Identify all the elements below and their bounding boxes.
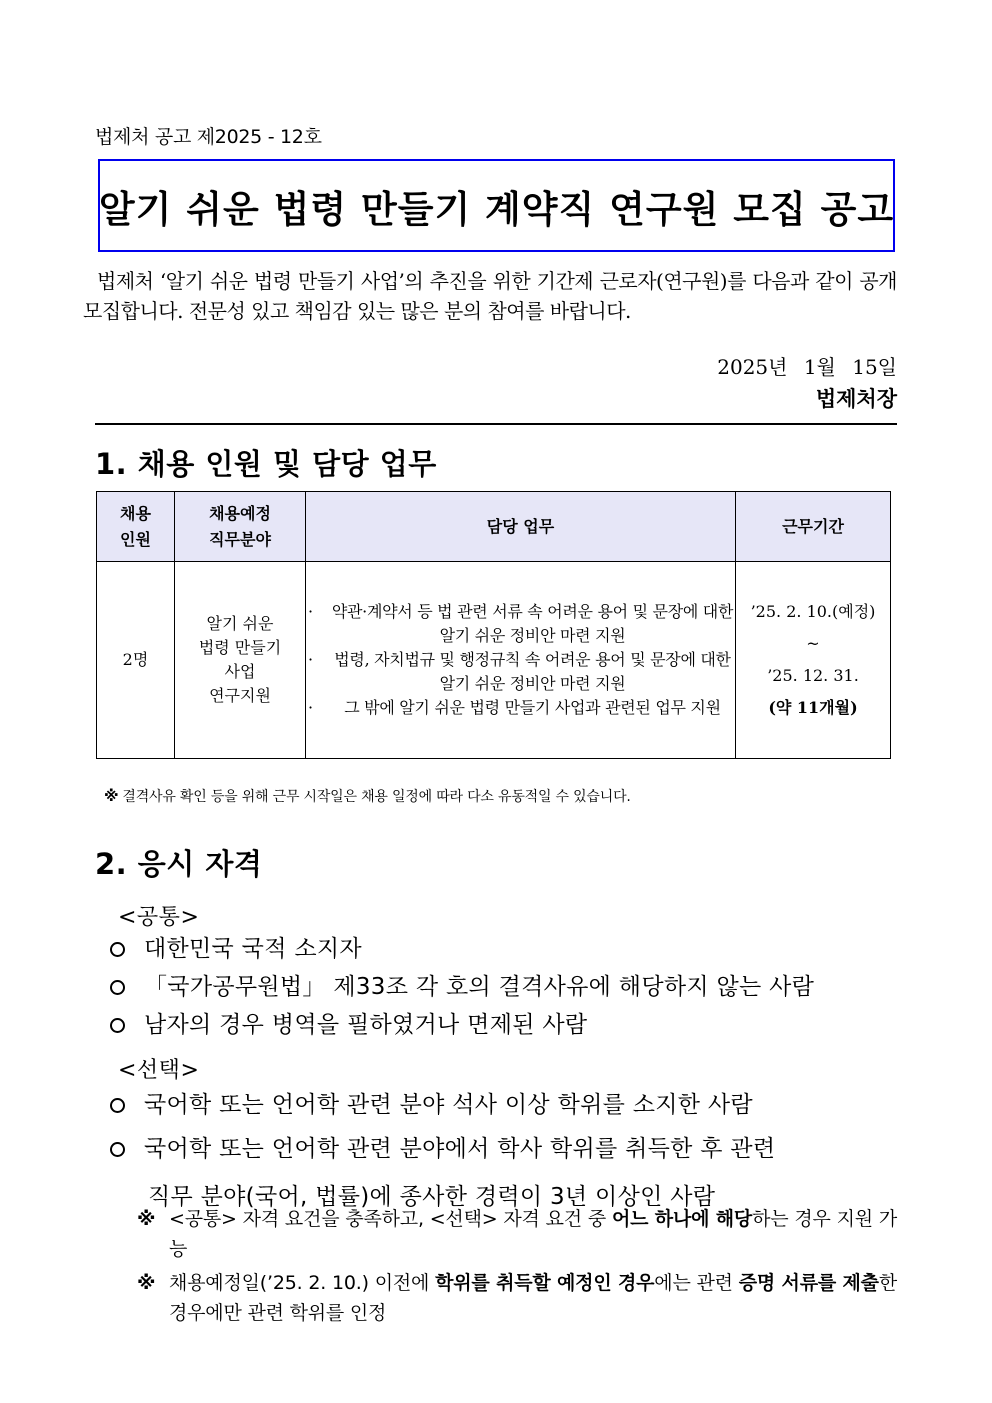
announcement-date: 2025년 1월 15일 (717, 355, 897, 379)
cell-period (736, 562, 891, 759)
bullet: · (308, 650, 313, 669)
field-value: 알기 쉬운 법령 만들기 사업 연구지원 (198, 614, 282, 705)
note-emphasis: 어느 하나에 해당 (611, 1208, 753, 1230)
note-emphasis: 증명 서류를 제출 (738, 1272, 879, 1294)
note-text: 채용예정일(’25. 2. 10.) 이전에 (169, 1272, 436, 1294)
period-end: ’25. 12. 31. (767, 666, 859, 685)
section2-heading: 2. 응시 자격 (95, 847, 263, 881)
select-label: <선택> (118, 1058, 200, 1083)
circle-bullet-icon (110, 1098, 125, 1113)
note-emphasis: 학위를 취득할 예정인 경우 (435, 1272, 655, 1294)
duty-text: 약관·계약서 등 법 관련 서류 속 어려운 용어 및 문장에 대한 알기 쉬운 정비안 마련 지원 (331, 602, 734, 645)
degree-note (137, 1268, 897, 1328)
section1-heading: 1. 채용 인원 및 담당 업무 (95, 447, 437, 481)
circle-bullet-icon (110, 1018, 125, 1033)
notice-number: 법제처 공고 제2025 - 12호 (95, 126, 322, 148)
duty-text: 그 밖에 알기 쉬운 법령 만들기 사업과 관련된 업무 지원 (344, 698, 721, 717)
cell-count (97, 562, 175, 759)
note-body (137, 1204, 897, 1264)
divider (95, 423, 897, 425)
circle-bullet-icon (110, 1142, 125, 1157)
count-value: 2명 (122, 650, 149, 669)
circle-bullet-icon (110, 980, 125, 995)
header-duties-label: 담당 업무 (486, 516, 555, 536)
header-field-label: 채용예정 직무분야 (209, 503, 271, 549)
period-start: ’25. 2. 10.(예정) (750, 602, 876, 621)
cell-field (175, 562, 306, 759)
note-mark: ※ (137, 1208, 156, 1230)
note-text: 한 경우에만 관련 학위를 인정 (169, 1272, 897, 1324)
item-text: 남자의 경우 병역을 필하였거나 면제된 사람 (144, 1012, 588, 1038)
item-text-continued: 직무 분야(국어, 법률)에 종사한 경력이 3년 이상인 사람 (148, 1184, 716, 1210)
note-text: 에는 관련 (654, 1272, 739, 1294)
cell-duties (306, 562, 736, 759)
header-count-label: 채용 인원 (120, 503, 151, 549)
list-item (110, 968, 900, 1006)
list-item (110, 930, 900, 968)
period-separator: ~ (806, 634, 820, 653)
note-text: 결격사유 확인 등을 위해 근무 시작일은 채용 일정에 따라 다소 유동적일 수 있습니다. (122, 789, 631, 805)
bullet: · (308, 602, 313, 621)
period-duration: (약 11개월) (768, 698, 858, 717)
duty-item (306, 648, 735, 696)
list-item (110, 1086, 900, 1124)
note-mark: ※ (104, 787, 119, 805)
item-text: 「국가공무원법」 제33조 각 호의 결격사유에 해당하지 않는 사람 (144, 974, 815, 1000)
circle-bullet-icon (110, 942, 125, 957)
note-text: <공통> 자격 요건을 충족하고, <선택> 자격 요건 중 (169, 1208, 612, 1230)
common-label: <공통> (118, 905, 200, 930)
note-text: 하는 경우 지원 가능 (169, 1208, 897, 1260)
page-title: 알기 쉬운 법령 만들기 계약직 연구원 모집 공고 (98, 187, 895, 231)
duty-item (306, 696, 735, 720)
note-body (137, 1268, 897, 1328)
signature: 법제처장 (815, 386, 897, 411)
duty-text: 법령, 자치법규 및 행정규칙 속 어려운 용어 및 문장에 대한 알기 쉬운 정비안 마련 지원 (334, 650, 731, 693)
note-mark: ※ (137, 1272, 156, 1294)
bullet: · (308, 698, 313, 717)
header-count (97, 492, 175, 562)
header-period-label: 근무기간 (782, 516, 844, 536)
duty-item (306, 600, 735, 648)
header-field (175, 492, 306, 562)
jobs-table (96, 491, 891, 759)
item-text: 국어학 또는 언어학 관련 분야 석사 이상 학위를 소지한 사람 (144, 1092, 753, 1118)
table-header-row (97, 492, 891, 562)
schedule-note (104, 786, 631, 806)
header-duties (306, 492, 736, 562)
header-period (736, 492, 891, 562)
intro-paragraph: 법제처 ‘알기 쉬운 법령 만들기 사업’의 추진을 위한 기간제 근로자(연구원)를 다음과 같이 공개 모집합니다. 전문성 있고 책임감 있는 많은 분의 참여를 바랍니다. (83, 269, 897, 323)
eligibility-note (137, 1204, 897, 1264)
table-row (97, 562, 891, 759)
title-box (98, 159, 895, 252)
list-item (110, 1006, 900, 1044)
item-text: 국어학 또는 언어학 관련 분야에서 학사 학위를 취득한 후 관련 (144, 1136, 776, 1162)
item-text: 대한민국 국적 소지자 (144, 936, 362, 962)
